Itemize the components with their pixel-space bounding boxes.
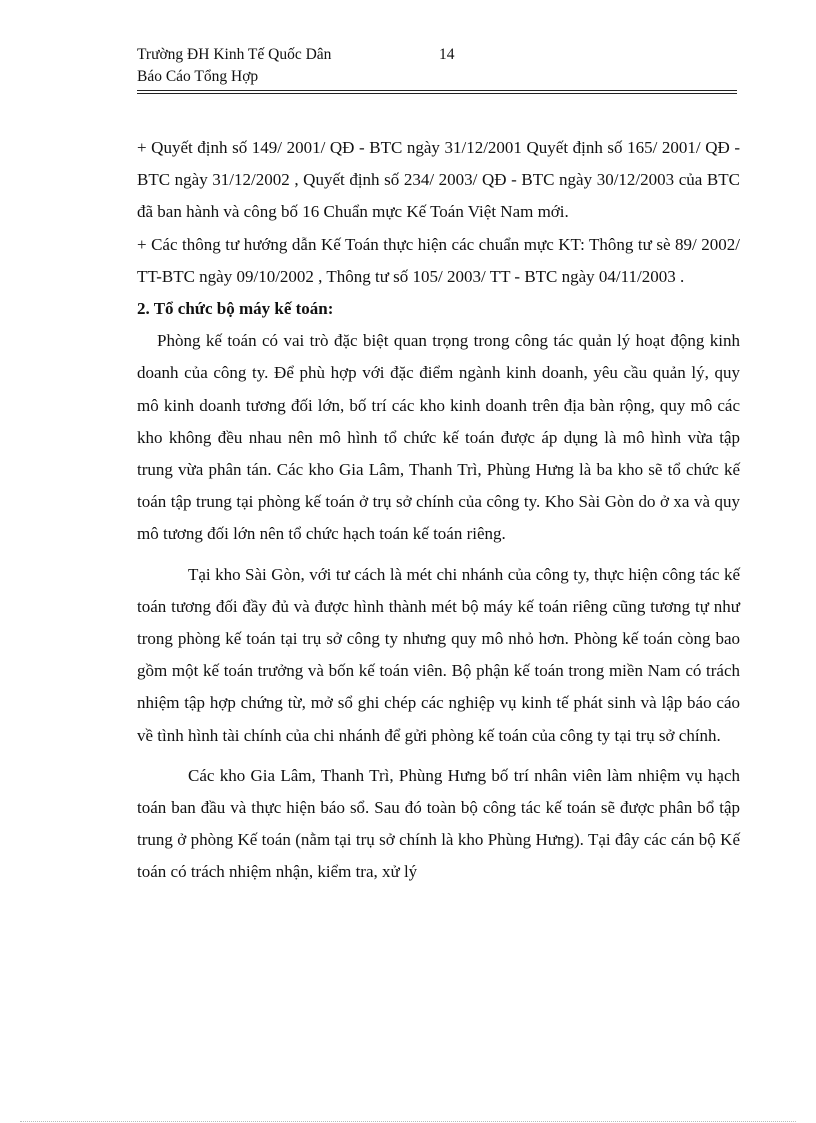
regulation-list-item: + Quyết định số 149/ 2001/ QĐ - BTC ngày 31/12/2001 Quyết định số 165/ 2001/ QĐ - BTC ngày 31/12/2002 , Quyết định số 234/ 2003/ QĐ - BTC ngày 30/12/2003 của BTC đã ban hành và công bố 16 Chuẩn mực Kế Toán Việt Nam mới.	[137, 138, 740, 222]
body-paragraph: Phòng kế toán có vai trò đặc biệt quan trọng trong công tác quản lý hoạt động kinh doanh của công ty. Để phù hợp với đặc điểm ngành kinh doanh, yêu cầu quản lý, quy mô kinh doanh tương đối lớn, bố trí các kho kinh doanh trên địa bàn rộng, quy mô các kho không đều nhau nên mô hình tổ chức kế toán được áp dụng là mô hình vừa tập trung vừa phân tán. Các kho Gia Lâm, Thanh Trì, Phùng Hưng là ba kho sẽ tổ chức kế toán tập trung tại phòng kế toán ở trụ sở chính của công ty. Kho Sài Gòn do ở xa và quy mô tương đối lớn nên tổ chức hạch toán kế toán riêng.	[137, 331, 740, 544]
body-paragraph: Tại kho Sài Gòn, với tư cách là mét chi nhánh của công ty, thực hiện công tác kế toán tương đối đầy đủ và được hình thành mét bộ máy kế toán riêng cũng tương tự như trong phòng kế toán tại trụ sở công ty nhưng quy mô nhỏ hơn. Phòng kế toán còng bao gồm một kế toán trưởng và bốn kế toán viên. Bộ phận kế toán trong miền Nam có trách nhiệm tập hợp chứng từ, mở sổ ghi chép các nghiệp vụ kinh tế phát sinh và lập báo cáo về tình hình tài chính của chi nhánh để gửi phòng kế toán của công ty tại trụ sở chính.	[137, 564, 740, 745]
section-heading: 2. Tổ chức bộ máy kế toán:	[137, 299, 334, 319]
report-title: Báo Cáo Tổng Hợp	[137, 68, 259, 85]
body-paragraph: Các kho Gia Lâm, Thanh Trì, Phùng Hưng bố trí nhân viên làm nhiệm vụ hạch toán ban đầu và thực hiện báo sổ. Sau đó toàn bộ công tác kế toán sẽ được phân bổ tập trung ở phòng Kế toán (nằm tại trụ sở chính là kho Phùng Hưng). Tại đây các cán bộ Kế toán có trách nhiệm nhận, kiểm tra, xử lý	[137, 765, 740, 882]
header-rule-top	[137, 90, 737, 91]
school-name: Trường ĐH Kinh Tế Quốc Dân	[137, 46, 332, 63]
page-number: 14	[439, 46, 455, 63]
regulation-list-item: + Các thông tư hướng dẫn Kế Toán thực hiện các chuẩn mực KT: Thông tư sè 89/ 2002/ TT-BTC ngày 09/10/2002 , Thông tư số 105/ 2003/ TT - BTC ngày 04/11/2003 .	[137, 234, 740, 286]
document-body	[137, 132, 740, 889]
header-rule-bottom	[137, 93, 737, 94]
page-bottom-divider	[20, 1121, 796, 1122]
